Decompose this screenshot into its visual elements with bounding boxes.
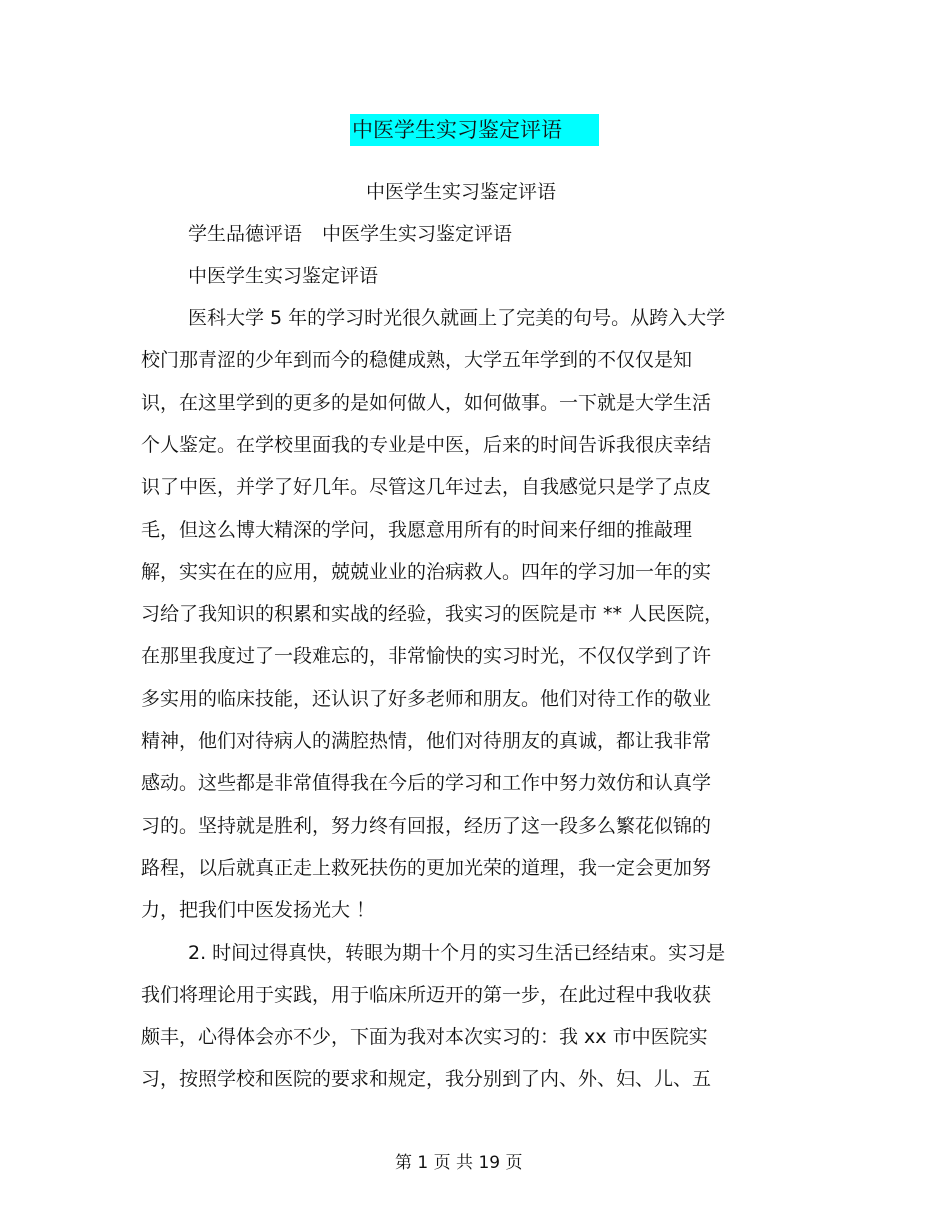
body-line: 在那里我度过了一段难忘的，非常愉快的实习时光，不仅仅学到了许	[141, 645, 712, 667]
page-footer	[395, 1152, 523, 1174]
body-line: 多实用的临床技能，还认识了好多老师和朋友。他们对待工作的敬业	[141, 688, 712, 710]
category-label: 学生品德评语	[188, 223, 303, 245]
body-line: 习的。坚持就是胜利，努力终有回报，经历了这一段多么繁花似锦的	[141, 815, 712, 837]
page-total: 19	[478, 1153, 501, 1173]
category-line	[188, 222, 512, 246]
page-prefix: 第	[395, 1153, 412, 1173]
body-line: 我们将理论用于实践，用于临床所迈开的第一步，在此过程中我收获	[141, 984, 712, 1006]
section-heading: 中医学生实习鉴定评语	[188, 265, 379, 287]
body-line: 校门那青涩的少年到而今的稳健成熟，大学五年学到的不仅仅是知	[141, 349, 693, 371]
body-line: 精神，他们对待病人的满腔热情，他们对待朋友的真诚，都让我非常	[141, 730, 712, 752]
category-title: 中医学生实习鉴定评语	[322, 223, 513, 245]
body-line: 解，实实在在的应用，兢兢业业的治病救人。四年的学习加一年的实	[141, 561, 712, 583]
document-title: 中医学生实习鉴定评语	[350, 114, 599, 146]
body-line: 颇丰，心得体会亦不少，下面为我对本次实习的：我 xx 市中医院实	[141, 1026, 708, 1048]
body-line: 识，在这里学到的更多的是如何做人，如何做事。一下就是大学生活	[141, 392, 712, 414]
body-line: 感动。这些都是非常值得我在今后的学习和工作中努力效仿和认真学	[141, 772, 712, 794]
document-subtitle: 中医学生实习鉴定评语	[366, 181, 557, 203]
body-line: 个人鉴定。在学校里面我的专业是中医，后来的时间告诉我很庆幸结	[141, 434, 712, 456]
body-line: 2. 时间过得真快，转眼为期十个月的实习生活已经结束。实习是	[188, 942, 726, 964]
body-line: 医科大学 5 年的学习时光很久就画上了完美的句号。从跨入大学	[188, 307, 726, 329]
page-suffix: 页	[505, 1153, 523, 1173]
page-mid: 页 共	[433, 1153, 474, 1173]
page-number: 1	[417, 1153, 429, 1173]
body-line: 识了中医，并学了好几年。尽管这几年过去，自我感觉只是学了点皮	[141, 476, 712, 498]
body-line: 习，按照学校和医院的要求和规定，我分别到了内、外、妇、儿、五	[141, 1068, 712, 1090]
body-line: 毛，但这么博大精深的学问，我愿意用所有的时间来仔细的推敲理	[141, 519, 693, 541]
body-line: 习给了我知识的积累和实战的经验，我实习的医院是市 ** 人民医院，	[141, 603, 724, 625]
body-line: 路程，以后就真正走上救死扶伤的更加光荣的道理，我一定会更加努	[141, 857, 712, 879]
body-line: 力，把我们中医发扬光大 ！	[141, 899, 376, 921]
